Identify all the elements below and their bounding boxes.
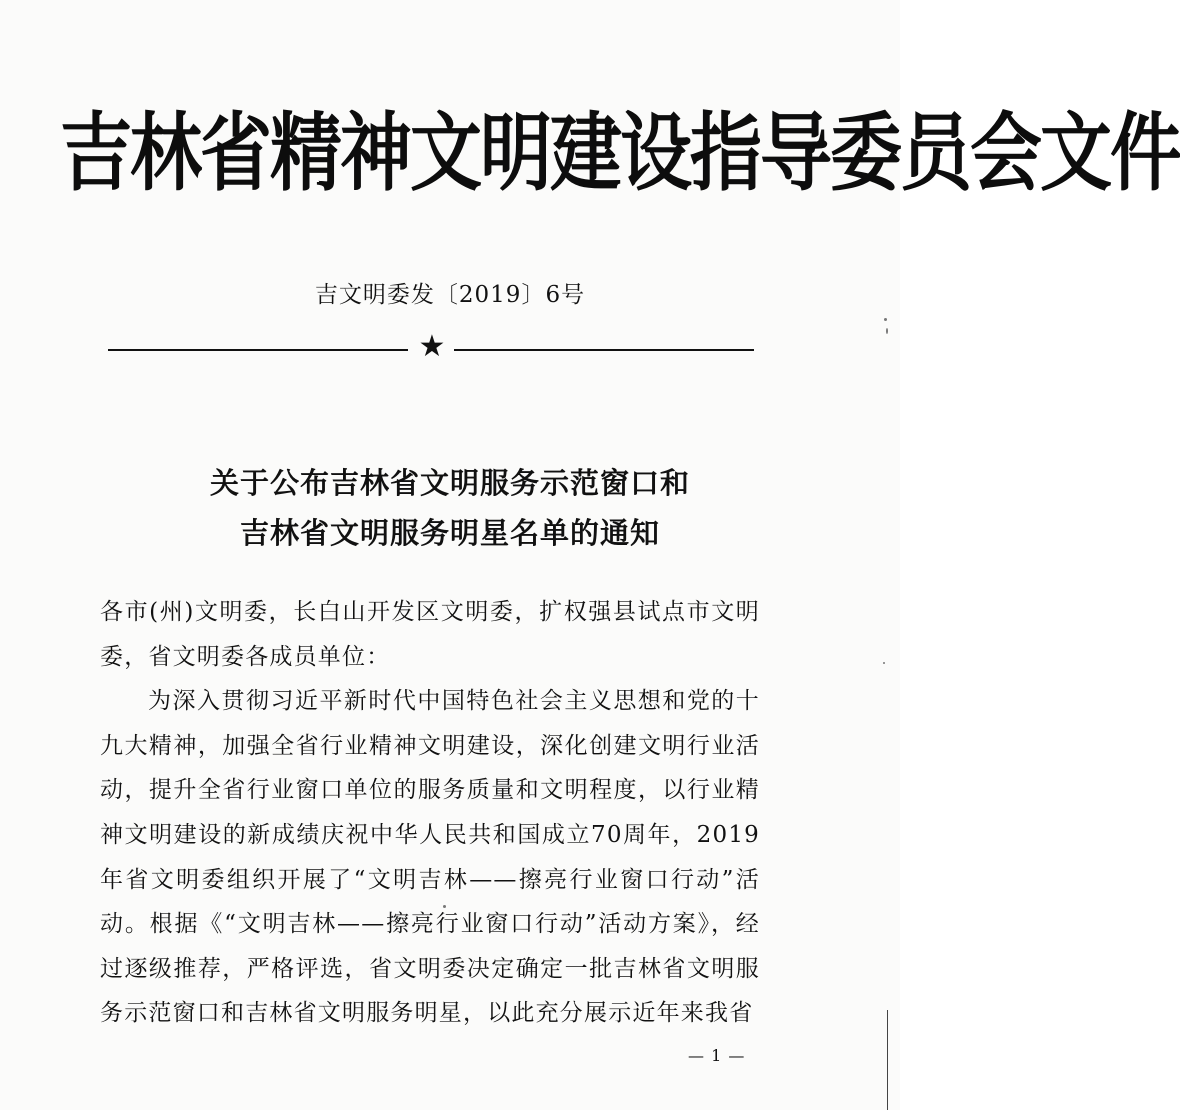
scan-speck	[883, 662, 885, 664]
divider-rule-right	[454, 349, 754, 351]
document-body	[100, 590, 760, 1036]
body-paragraph: 为深入贯彻习近平新时代中国特色社会主义思想和党的十九大精神，加强全省行业精神文明建设，深化创建文明行业活动，提升全省行业窗口单位的服务质量和文明程度，以行业精神文明建设的新成绩庆祝中华人民共和国成立70周年，2019年省文明委组织开展了“文明吉林——擦亮行业窗口行动”活动。根据《“文明吉林——擦亮行业窗口行动”活动方案》，经过逐级推荐，严格评选，省文明委决定确定一批吉林省文明服务示范窗口和吉林省文明服务明星，以此充分展示近年来我省	[100, 688, 760, 1027]
notice-title-line-1: 关于公布吉林省文明服务示范窗口和	[209, 466, 690, 500]
scan-speck	[886, 328, 888, 334]
star-icon: ★	[418, 329, 446, 364]
page-number: — 1 —	[688, 1046, 746, 1065]
addressee-paragraph: 各市(州)文明委，长白山开发区文明委，扩权强县试点市文明委，省文明委各成员单位：	[100, 599, 760, 670]
scan-speck	[884, 318, 887, 321]
document-number: 吉文明委发〔2019〕6号	[314, 282, 586, 308]
notice-title-line-2: 吉林省文明服务明星名单的通知	[239, 516, 660, 550]
header-divider	[108, 329, 754, 364]
scan-margin-line	[887, 1010, 888, 1110]
scan-speck	[443, 905, 446, 908]
divider-rule-left	[108, 349, 408, 351]
document-masthead: 吉林省精神文明建设指导委员会文件	[60, 103, 1180, 203]
